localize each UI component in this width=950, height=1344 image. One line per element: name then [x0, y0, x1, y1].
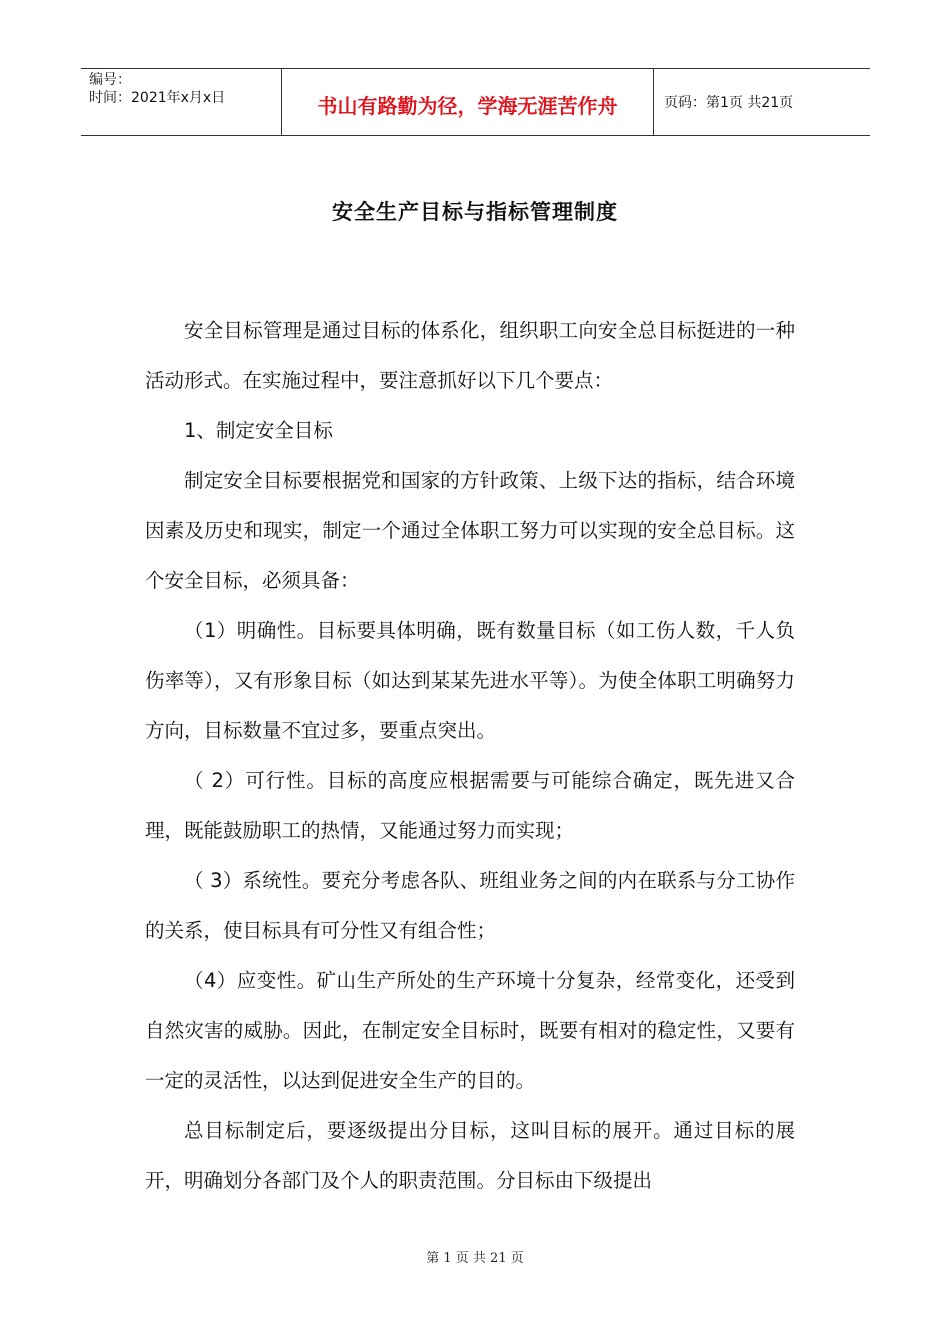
section-heading: 1、制定安全目标	[184, 419, 333, 442]
document-body	[145, 306, 795, 1206]
document-number-label: 编号：	[89, 72, 131, 88]
list-item: （4）应变性。矿山生产所处的生产环境十分复杂，经常变化，还受到自然灾害的威胁。因此，在制定安全目标时，既要有相对的稳定性，又要有一定的灵活性，以达到促进安全生产的目的。	[145, 969, 795, 1092]
header-motto: 书山有路勤为径，学海无涯苦作舟	[282, 69, 654, 135]
document-header	[81, 68, 870, 136]
list-item: （ 2）可行性。目标的高度应根据需要与可能综合确定，既先进又合理，既能鼓励职工的热情，又能通过努力而实现；	[145, 769, 795, 842]
paragraph: 总目标制定后，要逐级提出分目标，这叫目标的展开。通过目标的展开，明确划分各部门及个人的职责范围。分目标由下级提出	[145, 1119, 795, 1192]
paragraph: 安全目标管理是通过目标的体系化，组织职工向安全总目标挺进的一种活动形式。在实施过程中，要注意抓好以下几个要点：	[145, 319, 795, 392]
header-meta-cell	[81, 69, 282, 135]
list-item: （1）明确性。目标要具体明确，既有数量目标（如工伤人数，千人负伤率等），又有形象目标（如达到某某先进水平等）。为使全体职工明确努力方向，目标数量不宜过多，要重点突出。	[145, 619, 795, 742]
page-footer: 第 1 页 共 21 页	[426, 1251, 524, 1266]
document-title: 安全生产目标与指标管理制度	[332, 199, 618, 224]
paragraph: 制定安全目标要根据党和国家的方针政策、上级下达的指标，结合环境因素及历史和现实，制定一个通过全体职工努力可以实现的安全总目标。这个安全目标，必须具备：	[145, 469, 795, 592]
list-item: （ 3）系统性。要充分考虑各队、班组业务之间的内在联系与分工协作的关系，使目标具有可分性又有组合性；	[145, 869, 795, 942]
header-page-info: 页码：第1页 共21页	[664, 95, 794, 111]
document-date-label: 时间：2021年x月x日	[89, 90, 226, 106]
